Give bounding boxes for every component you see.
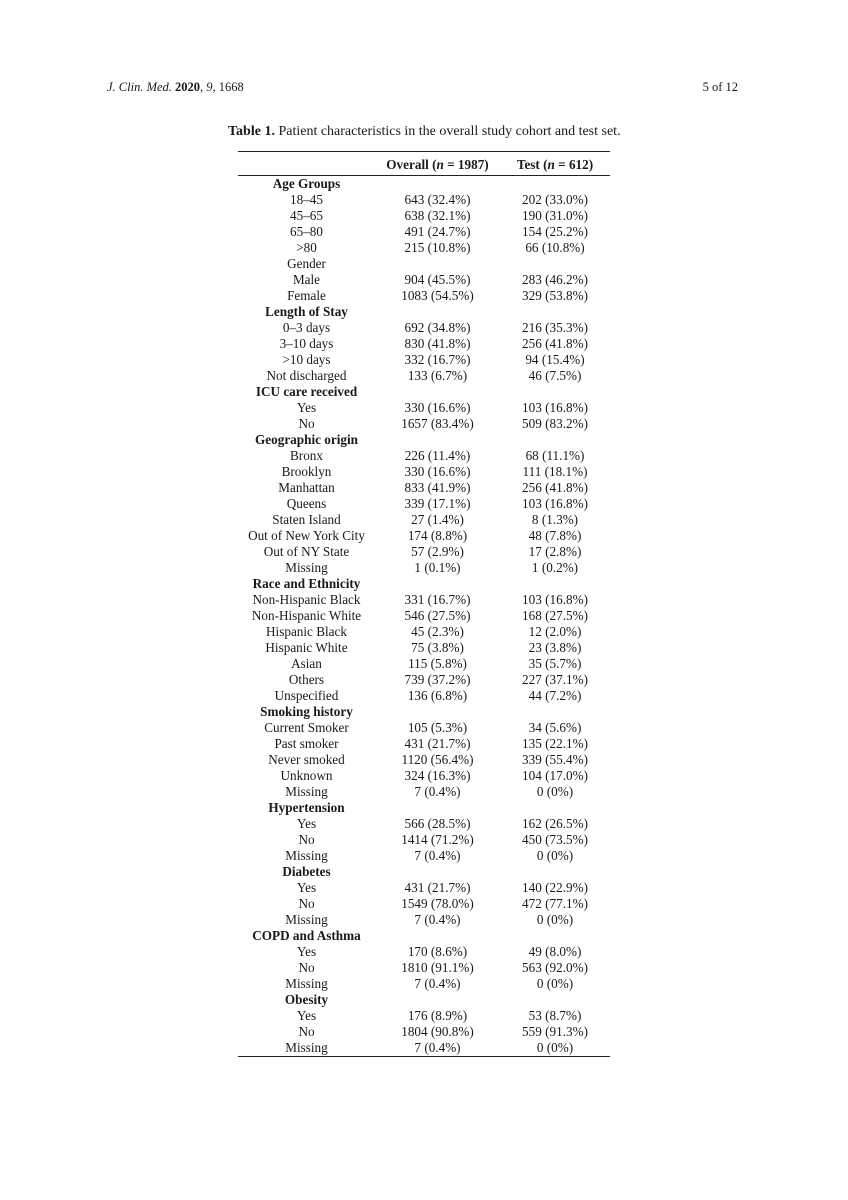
table-row [238, 912, 610, 928]
overall-value [375, 800, 500, 816]
table-row [238, 944, 610, 960]
test-value: 0 (0%) [536, 848, 574, 863]
overall-value [375, 432, 500, 448]
overall-value: 7 (0.4%) [414, 848, 461, 863]
test-value: 17 (2.8%) [528, 544, 582, 559]
table-row [238, 960, 610, 976]
row-label: Manhattan [278, 480, 335, 495]
table-caption-text: Patient characteristics in the overall study cohort and test set. [278, 124, 621, 139]
overall-value [375, 864, 500, 880]
row-label: Unspecified [274, 688, 339, 703]
test-value [500, 304, 610, 320]
test-value: 49 (8.0%) [528, 944, 582, 959]
test-value: 256 (41.8%) [522, 480, 588, 495]
overall-value: 174 (8.8%) [407, 528, 468, 543]
overall-value: 830 (41.8%) [404, 336, 471, 351]
test-value: 339 (55.4%) [522, 752, 588, 767]
column-header-characteristic [238, 152, 375, 176]
table-row [238, 736, 610, 752]
test-value [500, 256, 610, 272]
table-row [238, 832, 610, 848]
test-value: 509 (83.2%) [522, 416, 588, 431]
overall-value: 1083 (54.5%) [401, 288, 474, 303]
table-row [238, 368, 610, 384]
test-value [500, 800, 610, 816]
table-section-row [238, 304, 610, 320]
row-label: ICU care received [255, 384, 358, 399]
column-header-test-label: Test ( [516, 156, 548, 172]
row-label: Missing [285, 784, 328, 799]
row-label: Male [292, 272, 321, 287]
test-value: 12 (2.0%) [528, 624, 582, 639]
overall-value: 324 (16.3%) [404, 768, 471, 783]
table-row [238, 544, 610, 560]
table-row [238, 352, 610, 368]
row-label: Missing [285, 912, 328, 927]
row-label: Yes [296, 1008, 317, 1023]
row-label: Smoking history [260, 704, 353, 719]
test-value: 0 (0%) [536, 976, 574, 991]
test-value: 103 (16.8%) [522, 496, 588, 511]
test-value: 168 (27.5%) [522, 608, 588, 623]
row-label: Hispanic White [265, 640, 348, 655]
test-value: 46 (7.5%) [528, 368, 582, 383]
journal-year: 2020 [175, 80, 201, 94]
table-section-row [238, 384, 610, 400]
journal-name: J. Clin. Med. [107, 80, 172, 94]
table-row [238, 512, 610, 528]
overall-value [375, 304, 500, 320]
overall-value: 45 (2.3%) [411, 624, 464, 639]
overall-value: 332 (16.7%) [404, 352, 471, 367]
table-section-row [238, 576, 610, 592]
row-label: Brooklyn [281, 464, 332, 479]
table-row [238, 624, 610, 640]
row-label: 3–10 days [279, 336, 334, 351]
table-row [238, 272, 610, 288]
overall-value: 57 (2.9%) [411, 544, 464, 559]
row-label: Staten Island [272, 512, 341, 527]
table-row [238, 816, 610, 832]
table-header-row [238, 152, 610, 176]
test-value: 34 (5.6%) [528, 720, 582, 735]
overall-value: 1804 (90.8%) [401, 1024, 474, 1039]
overall-value: 491 (24.7%) [404, 224, 471, 239]
row-label: Hispanic Black [266, 624, 347, 639]
test-value: 216 (35.3%) [522, 320, 588, 335]
overall-value: 115 (5.8%) [408, 656, 467, 671]
table-row [238, 608, 610, 624]
running-header-citation: J. Clin. Med. 2020, 9, 1668 [107, 80, 244, 94]
overall-value: 638 (32.1%) [404, 208, 471, 223]
table-row [238, 640, 610, 656]
table-row [238, 336, 610, 352]
test-value: 472 (77.1%) [522, 896, 588, 911]
test-value: 559 (91.3%) [522, 1024, 588, 1039]
overall-value: 1414 (71.2%) [401, 832, 474, 847]
table-row [238, 976, 610, 992]
overall-value: 7 (0.4%) [414, 912, 461, 927]
test-value [500, 704, 610, 720]
test-value: 8 (1.3%) [531, 512, 579, 527]
row-label: No [298, 416, 315, 431]
row-label: Yes [296, 944, 317, 959]
test-value: 227 (37.1%) [522, 672, 588, 687]
test-value: 111 (18.1%) [522, 464, 588, 479]
test-value [500, 432, 610, 448]
row-label: Age Groups [272, 176, 341, 191]
row-label: >80 [296, 240, 317, 255]
row-label: Missing [285, 848, 328, 863]
test-value [500, 384, 610, 400]
table-row [238, 464, 610, 480]
table-row [238, 480, 610, 496]
page-number: 5 of 12 [702, 80, 738, 94]
row-label: Race and Ethnicity [252, 576, 361, 591]
overall-value: 133 (6.7%) [407, 368, 468, 383]
overall-value [375, 576, 500, 592]
test-value: 48 (7.8%) [528, 528, 582, 543]
table-row [238, 416, 610, 432]
row-label: Length of Stay [265, 304, 348, 319]
table-section-row [238, 800, 610, 816]
test-value: 53 (8.7%) [528, 1008, 582, 1023]
row-label: Female [287, 288, 326, 303]
row-label: Unknown [280, 768, 333, 783]
row-label: Never smoked [268, 752, 345, 767]
row-label: Obesity [284, 992, 329, 1007]
test-value: 103 (16.8%) [522, 400, 588, 415]
overall-value [375, 384, 500, 400]
table-caption [228, 124, 621, 140]
row-label: Out of New York City [248, 528, 365, 543]
row-label: 18–45 [290, 192, 323, 207]
table-row [238, 288, 610, 304]
test-value [500, 576, 610, 592]
test-value: 103 (16.8%) [522, 592, 588, 607]
overall-value [375, 992, 500, 1008]
table-row [238, 880, 610, 896]
row-label: Non-Hispanic White [251, 608, 362, 623]
test-value: 68 (11.1%) [525, 448, 585, 463]
test-value: 23 (3.8%) [528, 640, 582, 655]
column-header-test-n: n [547, 156, 555, 172]
overall-value: 1 (0.1%) [414, 560, 461, 575]
row-label: No [298, 832, 315, 847]
row-label: >10 days [282, 352, 331, 367]
table-section-row [238, 432, 610, 448]
test-value: 35 (5.7%) [528, 656, 582, 671]
overall-value: 546 (27.5%) [404, 608, 471, 623]
table-section-row [238, 176, 610, 193]
column-header-test [500, 152, 610, 176]
test-value [500, 176, 610, 193]
table-row [238, 320, 610, 336]
table-row [238, 560, 610, 576]
overall-value: 643 (32.4%) [404, 192, 471, 207]
table-row [238, 592, 610, 608]
column-header-overall-n: n [436, 156, 444, 172]
overall-value: 904 (45.5%) [404, 272, 471, 287]
overall-value: 215 (10.8%) [404, 240, 471, 255]
overall-value: 136 (6.8%) [407, 688, 468, 703]
overall-value: 226 (11.4%) [404, 448, 471, 463]
test-value [500, 928, 610, 944]
row-label: Not discharged [266, 368, 347, 383]
overall-value: 7 (0.4%) [414, 976, 461, 991]
overall-value: 75 (3.8%) [411, 640, 464, 655]
overall-value: 1657 (83.4%) [401, 416, 474, 431]
test-value: 283 (46.2%) [522, 272, 588, 287]
test-value: 0 (0%) [536, 912, 574, 927]
table-row [238, 768, 610, 784]
table-row [238, 720, 610, 736]
table-row [238, 896, 610, 912]
test-value [500, 992, 610, 1008]
row-label: Past smoker [274, 736, 339, 751]
overall-value [375, 928, 500, 944]
row-label: Diabetes [282, 864, 331, 879]
overall-value: 170 (8.6%) [407, 944, 468, 959]
row-label: Out of NY State [263, 544, 350, 559]
overall-value: 7 (0.4%) [414, 784, 461, 799]
row-label: Missing [238, 1040, 375, 1057]
row-label: No [298, 1024, 315, 1039]
row-label: Hypertension [268, 800, 345, 815]
table-body [238, 176, 610, 1057]
test-value: 94 (15.4%) [525, 352, 585, 367]
overall-value: 331 (16.7%) [404, 592, 471, 607]
table-row [238, 848, 610, 864]
overall-value [375, 256, 500, 272]
table-row [238, 256, 610, 272]
row-label: 45–65 [290, 208, 323, 223]
overall-value: 27 (1.4%) [411, 512, 464, 527]
overall-value: 105 (5.3%) [407, 720, 468, 735]
test-value: 329 (53.8%) [522, 288, 588, 303]
column-header-overall [375, 152, 500, 176]
overall-value: 1120 (56.4%) [401, 752, 474, 767]
row-label: Others [288, 672, 325, 687]
row-label: Queens [286, 496, 327, 511]
test-value: 44 (7.2%) [528, 688, 582, 703]
test-value: 0 (0%) [536, 784, 574, 799]
test-value: 190 (31.0%) [522, 208, 588, 223]
table-row [238, 224, 610, 240]
test-value: 104 (17.0%) [522, 768, 588, 783]
table-row [238, 448, 610, 464]
test-value: 202 (33.0%) [522, 192, 588, 207]
row-label: Yes [296, 816, 317, 831]
overall-value: 339 (17.1%) [404, 496, 471, 511]
overall-value: 431 (21.7%) [404, 736, 471, 751]
row-label: Bronx [290, 448, 323, 463]
test-value: 1 (0.2%) [531, 560, 579, 575]
row-label: Missing [285, 976, 328, 991]
overall-value [375, 704, 500, 720]
table-section-row [238, 864, 610, 880]
overall-value: 1549 (78.0%) [401, 896, 474, 911]
overall-value: 330 (16.6%) [404, 464, 471, 479]
table-row [238, 672, 610, 688]
overall-value: 1810 (91.1%) [401, 960, 474, 975]
test-value: 450 (73.5%) [522, 832, 588, 847]
test-value: 135 (22.1%) [522, 736, 588, 751]
test-value: 162 (26.5%) [522, 816, 588, 831]
table-section-row [238, 704, 610, 720]
test-value [500, 864, 610, 880]
overall-value: 692 (34.8%) [404, 320, 471, 335]
test-value: 140 (22.9%) [522, 880, 588, 895]
row-label: Non-Hispanic Black [252, 592, 361, 607]
table-section-row [238, 992, 610, 1008]
table-row [238, 240, 610, 256]
overall-value: 431 (21.7%) [404, 880, 471, 895]
table-section-row [238, 928, 610, 944]
table-row [238, 752, 610, 768]
overall-value: 330 (16.6%) [404, 400, 471, 415]
table-row [238, 400, 610, 416]
table-row [238, 208, 610, 224]
row-label: 65–80 [290, 224, 323, 239]
table-row [238, 496, 610, 512]
table-row [238, 192, 610, 208]
row-label: COPD and Asthma [252, 928, 361, 943]
table-row [238, 528, 610, 544]
table-row [238, 1008, 610, 1024]
table-row [238, 784, 610, 800]
overall-value: 833 (41.9%) [404, 480, 471, 495]
row-label: Asian [291, 656, 322, 671]
test-value: 563 (92.0%) [522, 960, 588, 975]
table-row [238, 656, 610, 672]
test-value: 66 (10.8%) [525, 240, 585, 255]
column-header-overall-label: Overall ( [386, 156, 437, 172]
column-header-test-count: = 612) [554, 156, 594, 172]
table-row [238, 1024, 610, 1040]
row-label: Geographic origin [255, 432, 358, 447]
test-value: 0 (0%) [500, 1040, 610, 1057]
table-row [238, 1040, 610, 1057]
row-label: Current Smoker [264, 720, 349, 735]
row-label: 0–3 days [282, 320, 331, 335]
table-row [238, 688, 610, 704]
row-label: Missing [285, 560, 328, 575]
row-label: Gender [287, 256, 326, 271]
patient-characteristics-table [238, 151, 610, 1057]
article-number: 1668 [218, 80, 244, 94]
row-label: No [298, 896, 315, 911]
overall-value: 566 (28.5%) [404, 816, 471, 831]
row-label: No [298, 960, 315, 975]
overall-value: 7 (0.4%) [375, 1040, 500, 1057]
table-caption-label: Table 1. [228, 124, 275, 139]
column-header-overall-count: = 1987) [443, 156, 489, 172]
row-label: Yes [296, 400, 317, 415]
row-label: Yes [296, 880, 317, 895]
test-value: 154 (25.2%) [522, 224, 588, 239]
overall-value: 739 (37.2%) [404, 672, 471, 687]
overall-value: 176 (8.9%) [407, 1008, 468, 1023]
overall-value [375, 176, 500, 193]
journal-volume: 9 [206, 80, 213, 94]
test-value: 256 (41.8%) [522, 336, 588, 351]
